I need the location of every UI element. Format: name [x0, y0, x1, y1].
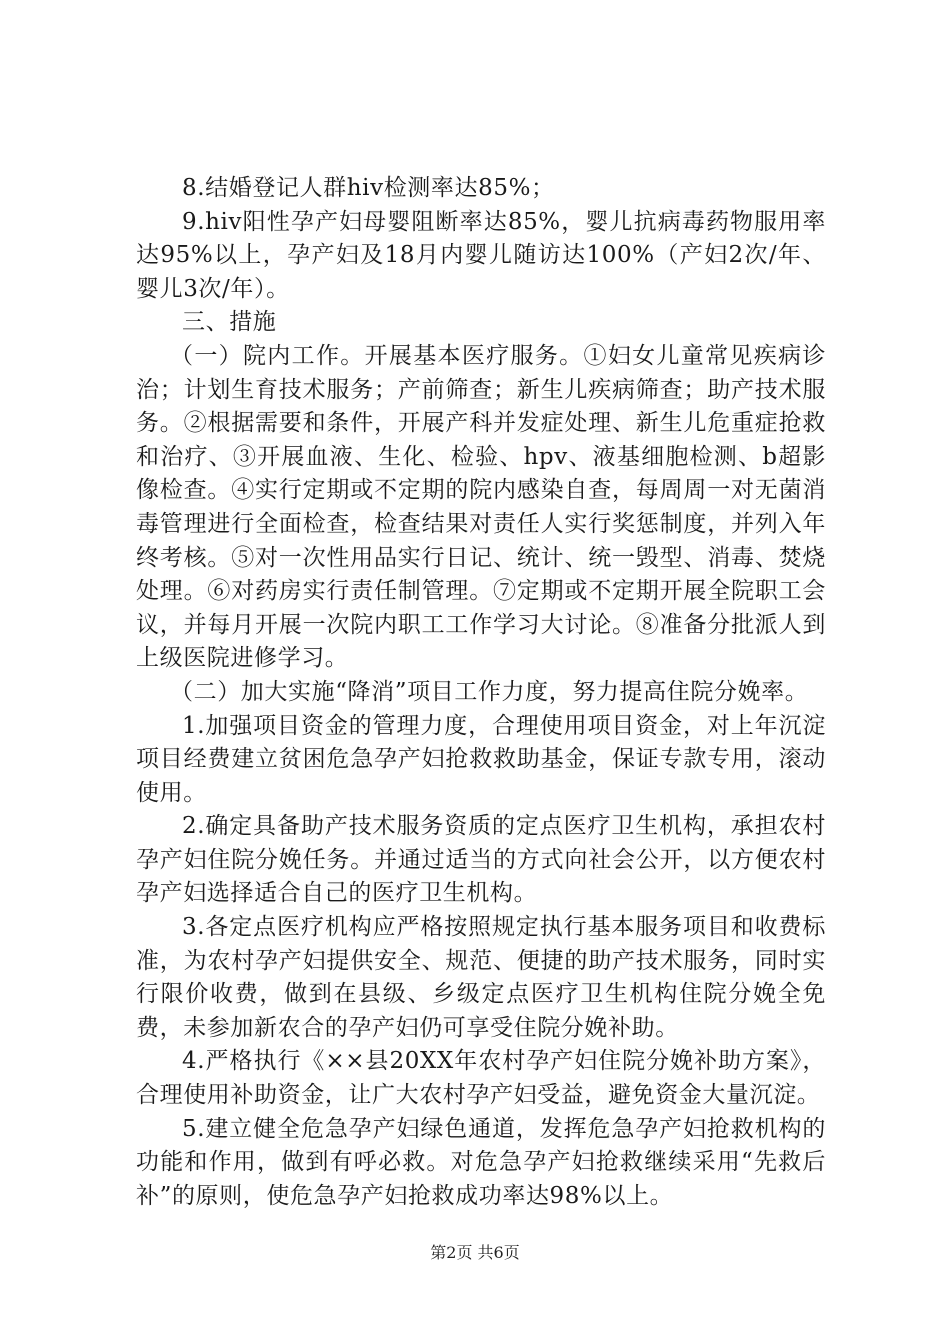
paragraph-item-1: 1.加强项目资金的管理力度，合理使用项目资金，对上年沉淀项目经费建立贫困危急孕产妇抢救救助基金，保证专款专用，滚动使用。 — [136, 712, 826, 806]
paragraph-item-4: 4.严格执行《××县20XX年农村孕产妇住院分娩补助方案》，合理使用补助资金，让广大农村孕产妇受益，避免资金大量沉淀。 — [136, 1048, 826, 1109]
paragraph-item-8: 8.结婚登记人群hiv检测率达85%； — [182, 175, 555, 201]
page-number-footer: 第2页 共6页 — [430, 1243, 520, 1262]
paragraph-in-hospital-work: （一）院内工作。开展基本医疗服务。①妇女儿童常见疾病诊治；计划生育技术服务；产前筛查；新生儿疾病筛查；助产技术服务。②根据需要和条件，开展产科并发症处理、新生儿危重症抢救和治疗、③开展血液、生化、检验、hpv、液基细胞检测、b超影像检查。④实行定期或不定期的院内感染自查，每周周一对无菌消毒管理进行全面检查，检查结果对责任人实行奖惩制度，并列入年终考核。⑤对一次性用品实行日记、统计、统一毁型、消毒、焚烧处理。⑥对药房实行责任制管理。⑦定期或不定期开展全院职工会议，并每月开展一次院内职工工作学习大讨论。⑧准备分批派人到上级医院进修学习。 — [136, 342, 826, 672]
section-heading-measures: 三、措施 — [182, 309, 277, 336]
paragraph-item-3: 3.各定点医疗机构应严格按照规定执行基本服务项目和收费标准，为农村孕产妇提供安全、规范、便捷的助产技术服务，同时实行限价收费，做到在县级、乡级定点医疗卫生机构住院分娩全免费，未参加新农合的孕产妇仍可享受住院分娩补助。 — [136, 914, 826, 1041]
paragraph-item-5: 5.建立健全危急孕产妇绿色通道，发挥危急孕产妇抢救机构的功能和作用，做到有呼必救。对危急孕产妇抢救继续采用“先救后补”的原则，使危急孕产妇抢救成功率达98%以上。 — [136, 1115, 826, 1209]
paragraph-item-2: 2.确定具备助产技术服务资质的定点医疗卫生机构，承担农村孕产妇住院分娩任务。并通过适当的方式向社会公开，以方便农村孕产妇选择适合自己的医疗卫生机构。 — [136, 813, 826, 907]
paragraph-project-intensify: （二）加大实施“降消”项目工作力度，努力提高住院分娩率。 — [170, 678, 809, 705]
paragraph-item-9: 9.hiv阳性孕产妇母婴阻断率达85%，婴儿抗病毒药物服用率达95%以上，孕产妇及18月内婴儿随访达100%（产妇2次/年、婴儿3次/年）。 — [136, 208, 826, 302]
document-body — [136, 172, 826, 1213]
